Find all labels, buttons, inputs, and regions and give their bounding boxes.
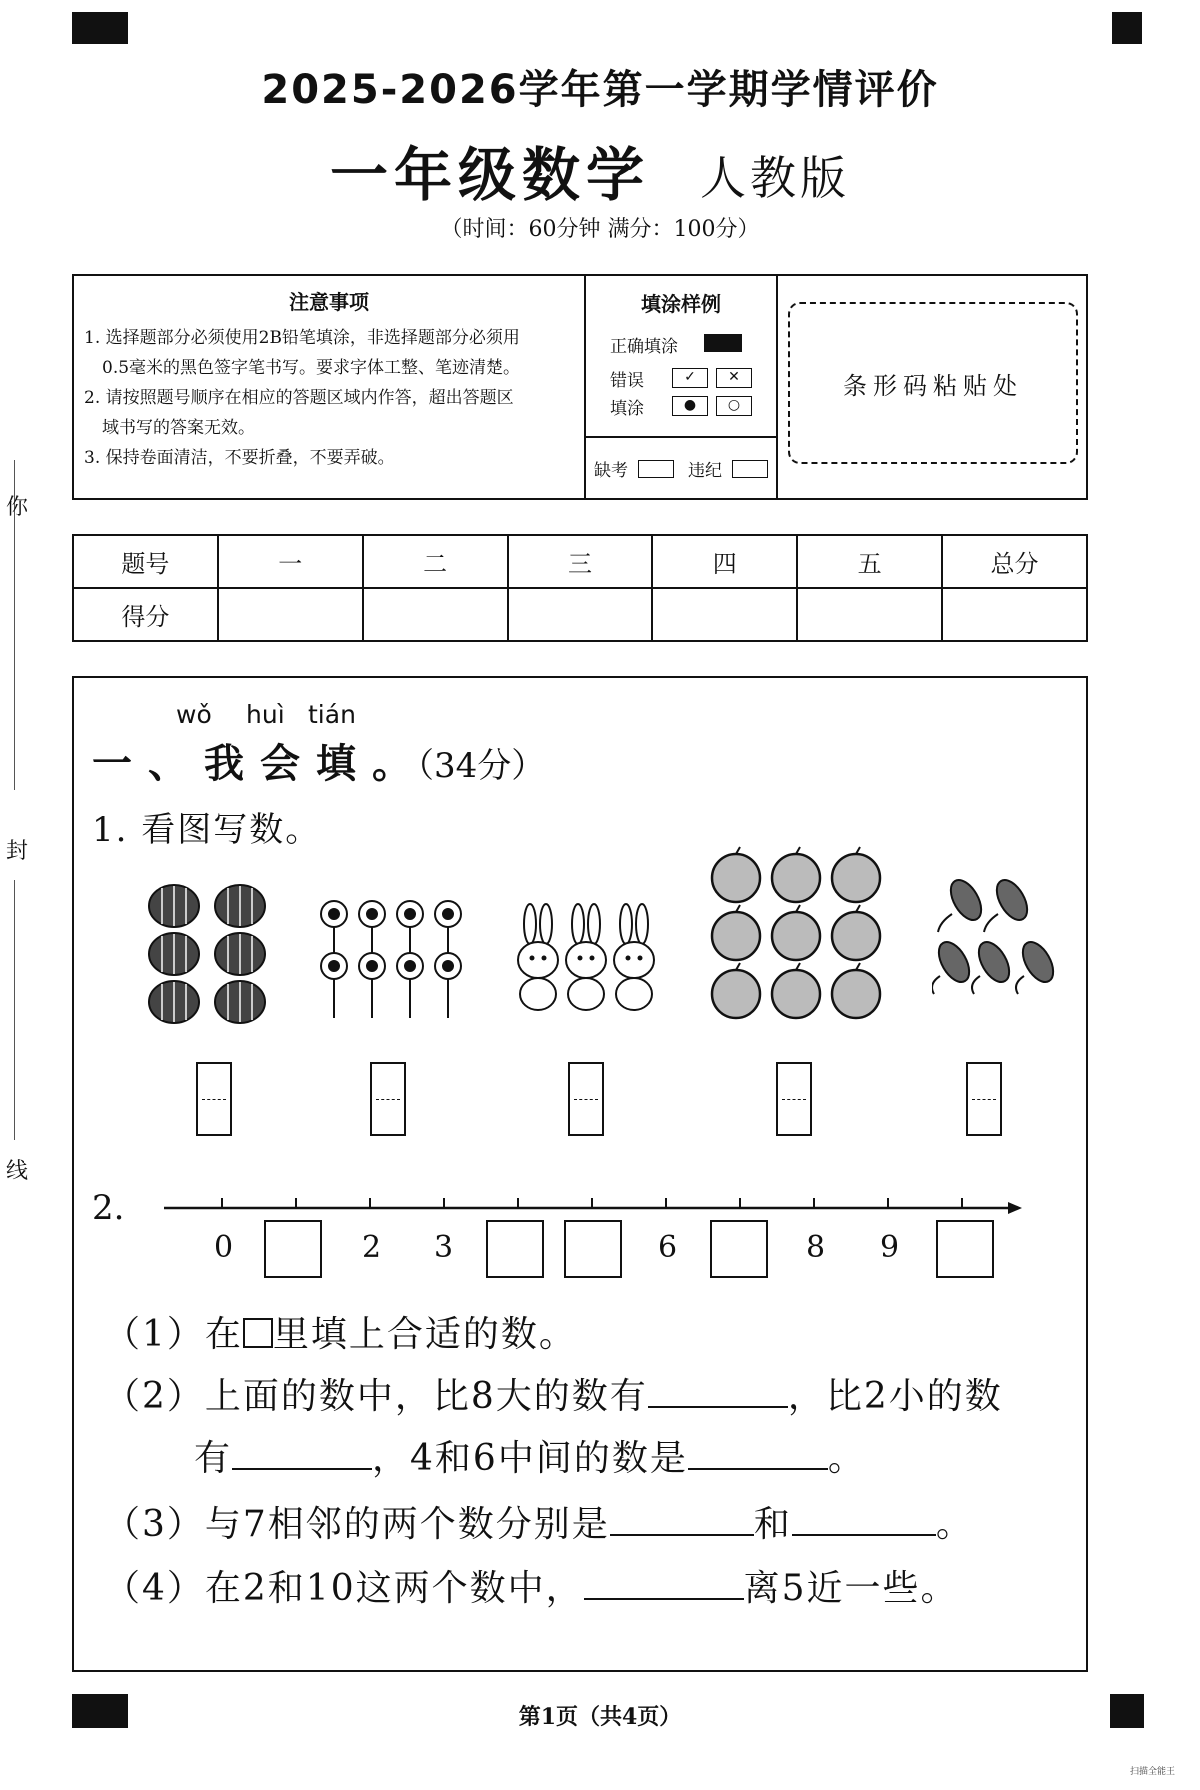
wrong-fill-label-1: 错误	[610, 371, 644, 391]
sub-question-1-prefix: （1）在	[104, 1314, 243, 1355]
score-table-score-row	[73, 588, 1087, 641]
score-table-cell: 二	[363, 535, 508, 588]
absent-label: 缺考	[594, 461, 628, 481]
pumpkin-icon	[149, 933, 199, 975]
violation-checkbox[interactable]	[732, 460, 768, 478]
sub-question-2-text-d: ，4和6中间的数是	[372, 1438, 688, 1479]
correct-fill-mark	[704, 334, 742, 352]
answer-box-pumpkin[interactable]	[196, 1062, 232, 1136]
sub-question-2-text-b: ，比2小的数	[787, 1376, 1003, 1417]
pumpkin-icon	[215, 933, 265, 975]
sub-question-2-line-2	[194, 1430, 866, 1481]
answer-box-apple[interactable]	[776, 1062, 812, 1136]
score-table-header-row	[73, 535, 1087, 588]
notice-rules	[74, 276, 586, 498]
barcode-area: 条形码粘贴处	[788, 302, 1078, 464]
exam-edition: 人教版	[700, 151, 850, 205]
sub-question-1-text: 里填上合适的数。	[272, 1314, 577, 1355]
sub-question-4-text-b: 离5近一些。	[743, 1568, 959, 1609]
number-line-label-9: 9	[880, 1230, 900, 1265]
sub-question-2-text-c: 有	[194, 1438, 233, 1479]
number-line-box-10[interactable]	[936, 1220, 994, 1278]
score-table-cell: 一	[218, 535, 363, 588]
score-entry-cell[interactable]	[363, 588, 508, 641]
sample-divider	[586, 436, 776, 438]
sub-question-4	[104, 1560, 959, 1611]
binding-line	[14, 880, 15, 1140]
correct-fill-label: 正确填涂	[610, 337, 678, 357]
notice-rule-3: 3. 保持卷面清洁，不要折叠，不要弄破。	[84, 448, 395, 468]
exam-subject: 一年级数学	[330, 141, 651, 209]
score-table	[72, 534, 1088, 642]
answer-box-flower[interactable]	[370, 1062, 406, 1136]
question-1-label: 1. 看图写数。	[92, 810, 322, 850]
sub-question-2-text-e: 。	[827, 1438, 866, 1479]
notice-rule-2a: 2. 请按照题号顺序在相应的答题区域内作答，超出答题区	[84, 388, 514, 408]
answer-blank[interactable]	[232, 1440, 372, 1470]
score-entry-cell[interactable]	[652, 588, 797, 641]
score-table-cell: 五	[797, 535, 942, 588]
number-line-box-5[interactable]	[564, 1220, 622, 1278]
rabbit-group-icon	[512, 902, 662, 1012]
score-entry-cell[interactable]	[218, 588, 363, 641]
answer-blank[interactable]	[648, 1378, 788, 1408]
violation-label: 违纪	[688, 461, 722, 481]
fill-sample	[586, 276, 778, 498]
rabbit-icon	[518, 904, 558, 1010]
rabbit-icon	[614, 904, 654, 1010]
sub-question-3-text-a: （3）与7相邻的两个数分别是	[104, 1504, 610, 1545]
inline-box-icon	[243, 1318, 273, 1348]
pinyin-tian: tián	[308, 700, 356, 729]
number-line-label-6: 6	[658, 1230, 678, 1265]
fill-sample-title: 填涂样例	[641, 292, 721, 316]
score-entry-cell[interactable]	[508, 588, 653, 641]
empty-circle-icon: ○	[716, 396, 752, 416]
sub-question-3-text-c: 。	[935, 1504, 974, 1545]
corn-group-icon	[932, 876, 1072, 996]
score-entry-cell[interactable]	[942, 588, 1087, 641]
pinyin-hui: huì	[246, 700, 285, 729]
number-line-box-7[interactable]	[710, 1220, 768, 1278]
pumpkin-icon	[215, 885, 265, 927]
answer-box-corn[interactable]	[966, 1062, 1002, 1136]
section-score: （34分）	[400, 746, 546, 786]
apple-group-icon	[706, 846, 886, 1026]
filled-dot-icon: ●	[672, 396, 708, 416]
notice-rule-1b: 0.5毫米的黑色签字笔书写。要求字体工整、笔迹清楚。	[102, 358, 521, 378]
notice-box	[72, 274, 1088, 500]
notice-rule-1a: 1. 选择题部分必须使用2B铅笔填涂，非选择题部分必须用	[84, 328, 520, 348]
sub-question-1	[104, 1306, 577, 1357]
score-table-cell: 题号	[73, 535, 218, 588]
absent-checkbox[interactable]	[638, 460, 674, 478]
number-line-box-1[interactable]	[264, 1220, 322, 1278]
answer-box-rabbit[interactable]	[568, 1062, 604, 1136]
answer-blank[interactable]	[610, 1506, 754, 1536]
notice-rule-1	[84, 323, 574, 383]
pumpkin-group-icon	[140, 880, 280, 1030]
number-line-label-8: 8	[806, 1230, 826, 1265]
answer-blank[interactable]	[688, 1440, 828, 1470]
number-line-label-2: 2	[362, 1230, 382, 1265]
pumpkin-icon	[149, 885, 199, 927]
answer-blank[interactable]	[584, 1570, 744, 1600]
sub-question-4-text-a: （4）在2和10这两个数中，	[104, 1568, 584, 1609]
corner-mark-top-right	[1112, 12, 1142, 44]
score-table-cell: 总分	[942, 535, 1087, 588]
wrong-fill-label-2: 填涂	[610, 399, 644, 419]
answer-blank[interactable]	[792, 1506, 936, 1536]
question-2-label: 2.	[92, 1188, 125, 1228]
pumpkin-icon	[215, 981, 265, 1023]
sub-question-2-text-a: （2）上面的数中，比8大的数有	[104, 1376, 648, 1417]
notice-rule-2b: 域书写的答案无效。	[102, 418, 255, 438]
score-table-cell: 三	[508, 535, 653, 588]
number-line-box-4[interactable]	[486, 1220, 544, 1278]
check-mark-icon: ✓	[672, 368, 708, 388]
flower-group-icon	[312, 896, 472, 1026]
score-label-cell: 得分	[73, 588, 218, 641]
exam-title: 2025-2026学年第一学期学情评价	[261, 67, 939, 113]
binding-char: 你	[6, 495, 29, 520]
pinyin-wo: wǒ	[176, 700, 212, 729]
section-title: 一、我会填。	[92, 740, 428, 787]
rabbit-icon	[566, 904, 606, 1010]
binding-char: 封	[6, 839, 29, 864]
score-entry-cell[interactable]	[797, 588, 942, 641]
pumpkin-icon	[149, 981, 199, 1023]
sub-question-3	[104, 1496, 974, 1547]
barcode-column	[778, 276, 1086, 498]
sub-question-3-text-b: 和	[753, 1504, 792, 1545]
page-footer: 第1页（共4页）	[518, 1704, 682, 1730]
corner-mark-top-left	[72, 12, 128, 44]
exam-time-info: （时间：60分钟 满分：100分）	[440, 217, 760, 242]
scanner-watermark: 扫描全能王	[1130, 1767, 1176, 1777]
number-line-label-3: 3	[434, 1230, 454, 1265]
sub-question-2	[104, 1368, 1003, 1419]
number-line-label-0: 0	[214, 1230, 234, 1265]
binding-char: 线	[6, 1159, 29, 1184]
notice-heading: 注意事项	[289, 290, 369, 314]
notice-rule-2	[84, 383, 574, 443]
score-table-cell: 四	[652, 535, 797, 588]
cross-mark-icon: ✕	[716, 368, 752, 388]
